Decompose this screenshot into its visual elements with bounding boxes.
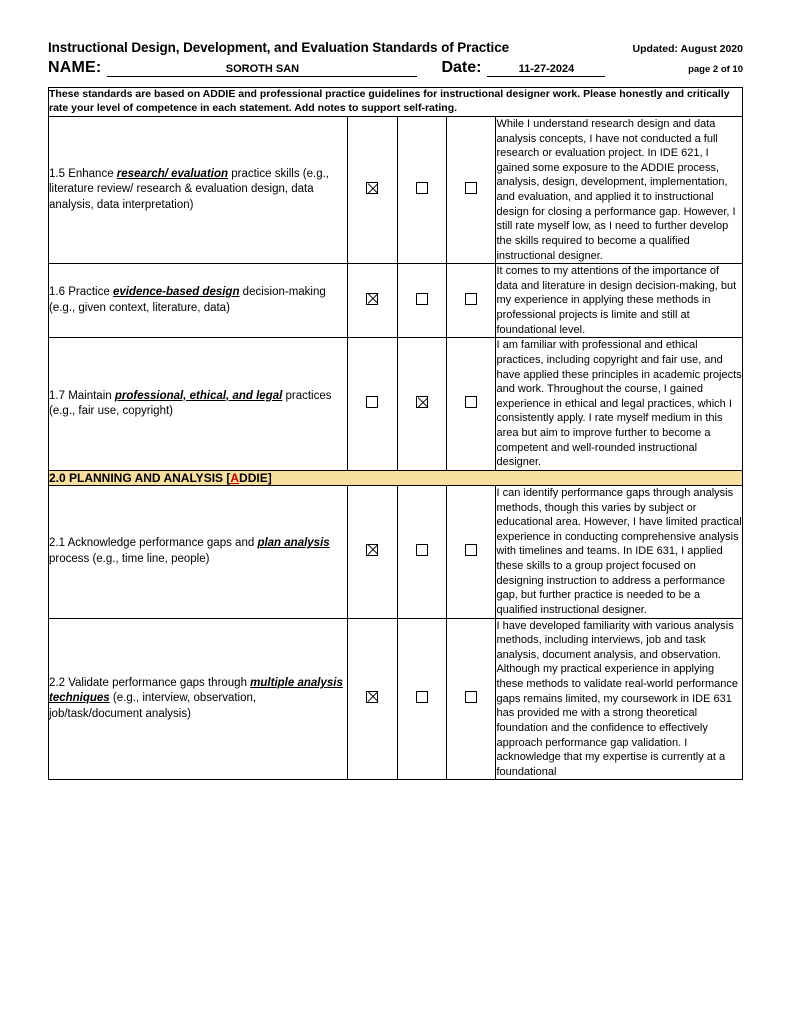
checkbox-low[interactable]	[366, 544, 378, 556]
section-header-row	[49, 470, 743, 485]
checkbox-low[interactable]	[366, 396, 378, 408]
checkbox-medium[interactable]	[416, 182, 428, 194]
statement-emphasis: plan analysis	[257, 537, 330, 550]
table-row	[49, 485, 743, 618]
checkbox-high[interactable]	[465, 293, 477, 305]
rating-low-cell[interactable]	[348, 338, 397, 471]
checkbox-high[interactable]	[465, 544, 477, 556]
name-date-row	[48, 59, 743, 77]
table-row	[49, 116, 743, 263]
rating-high-cell[interactable]	[446, 618, 495, 780]
statement-number: 2.1	[49, 537, 68, 550]
statement-cell	[49, 338, 348, 471]
rating-medium-cell[interactable]	[397, 485, 446, 618]
statement-lead: Validate performance gaps through	[68, 676, 251, 689]
rating-low-cell[interactable]	[348, 116, 397, 263]
statement-number: 2.2	[49, 676, 69, 689]
notes-cell[interactable]: I can identify performance gaps through analysis methods, though this varies by subject or educational area. However, I have limited practical experience in conducting comprehensive analysis with timelines and teams. In IDE 631, I applied these skills to a group project focused on designing instruction to address a performance gap, but further practice is needed to be a qualified instructional designer.	[496, 485, 743, 618]
statement-number: 1.6	[49, 286, 69, 299]
name-field[interactable]: SOROTH SAN	[107, 63, 417, 77]
checkbox-medium[interactable]	[416, 293, 428, 305]
rating-low-cell[interactable]	[348, 485, 397, 618]
statement-cell	[49, 116, 348, 263]
notes-cell[interactable]: I am familiar with professional and ethical practices, including copyright and fair use, and have applied these principles in academic projects and work. Throughout the course, I gained experience in ethical and legal practices, which I consistently apply. I rate myself medium in this area but aim to improve further to become a competent and well-rounded instructional designer.	[496, 338, 743, 471]
checkbox-high[interactable]	[465, 182, 477, 194]
date-field[interactable]: 11-27-2024	[487, 63, 605, 77]
statement-tail: practices (e.g., fair use, copyright)	[49, 389, 332, 418]
table-row	[49, 264, 743, 338]
checkbox-low[interactable]	[366, 691, 378, 703]
checkbox-medium[interactable]	[416, 396, 428, 408]
name-label: NAME:	[48, 59, 102, 76]
statement-emphasis: evidence-based design	[112, 286, 240, 299]
checkbox-high[interactable]	[465, 396, 477, 408]
rating-high-cell[interactable]	[446, 264, 495, 338]
statement-emphasis: research/ evaluation	[116, 167, 229, 180]
checkbox-medium[interactable]	[416, 544, 428, 556]
rating-low-cell[interactable]	[348, 618, 397, 780]
document-header	[48, 40, 743, 55]
rating-high-cell[interactable]	[446, 485, 495, 618]
table-row	[49, 618, 743, 780]
page-bottom-margin	[48, 998, 743, 1024]
statement-lead: Acknowledge performance gaps and	[67, 537, 258, 550]
checkbox-high[interactable]	[465, 691, 477, 703]
updated-label: Updated: August 2020	[632, 43, 743, 55]
statement-cell	[49, 618, 348, 780]
notes-cell[interactable]: It comes to my attentions of the importance of data and literature in design decision-making, but my experience in applying these methods in professional projects is limite and still at foundational level.	[496, 264, 743, 338]
statement-tail: practice skills (e.g., literature review/ research & evaluation design, data analysis, data interpretation)	[49, 167, 330, 211]
statement-cell	[49, 485, 348, 618]
rating-medium-cell[interactable]	[397, 338, 446, 471]
standards-table	[48, 87, 743, 780]
rating-medium-cell[interactable]	[397, 116, 446, 263]
statement-tail: decision-making (e.g., given context, literature, data)	[49, 286, 326, 314]
rating-medium-cell[interactable]	[397, 264, 446, 338]
statement-number: 1.7	[49, 389, 69, 402]
section-suffix: DDIE]	[239, 470, 272, 485]
notes-cell[interactable]: I have developed familiarity with various analysis methods, including interviews, job and task analysis, document analysis, and observation. Although my practical experience in applying these methods to validate real-world performance gaps remains limited, my coursework in IDE 631 has provided me with a strong theoretical foundation and the confidence to effectively approach performance gap validation. I acknowledge that my expertise is currently at a foundational	[496, 618, 743, 780]
statement-cell	[49, 264, 348, 338]
table-row	[49, 338, 743, 471]
rating-high-cell[interactable]	[446, 338, 495, 471]
intro-row	[49, 88, 743, 117]
statement-emphasis: professional, ethical, and legal	[114, 389, 283, 402]
section-accent: A	[230, 470, 240, 485]
section-header	[49, 470, 743, 485]
checkbox-low[interactable]	[366, 293, 378, 305]
page-title: Instructional Design, Development, and Evaluation Standards of Practice	[48, 40, 510, 55]
checkbox-medium[interactable]	[416, 691, 428, 703]
statement-lead: Enhance	[68, 167, 117, 180]
statement-lead: Practice	[68, 286, 113, 299]
date-label: Date:	[441, 59, 482, 76]
section-prefix: 2.0 PLANNING AND ANALYSIS [	[49, 470, 231, 485]
notes-cell[interactable]: While I understand research design and data analysis concepts, I have not conducted a full research or evaluation project. In IDE 621, I gained some exposure to the ADDIE process, analysis, design, development, implementation, and evaluation, and applied it to instructional design for closing a performance gap. However, I still rate myself low, as I need to further develop the skills required to become a qualified instructional designer.	[496, 116, 743, 263]
statement-emphasis: multiple analysis techniques	[49, 676, 343, 705]
statement-tail: (e.g., interview, observation, job/task/document analysis)	[49, 692, 257, 720]
rating-low-cell[interactable]	[348, 264, 397, 338]
page-number: page 2 of 10	[688, 64, 743, 75]
rating-high-cell[interactable]	[446, 116, 495, 263]
statement-tail: process (e.g., time line, people)	[49, 552, 210, 565]
intro-text: These standards are based on ADDIE and professional practice guidelines for instructional designer work. Please honestly and critically rate your level of competence in each statement. Add notes to support self-rating.	[49, 88, 743, 117]
rating-medium-cell[interactable]	[397, 618, 446, 780]
checkbox-low[interactable]	[366, 182, 378, 194]
statement-number: 1.5	[49, 167, 69, 180]
statement-lead: Maintain	[68, 389, 115, 402]
